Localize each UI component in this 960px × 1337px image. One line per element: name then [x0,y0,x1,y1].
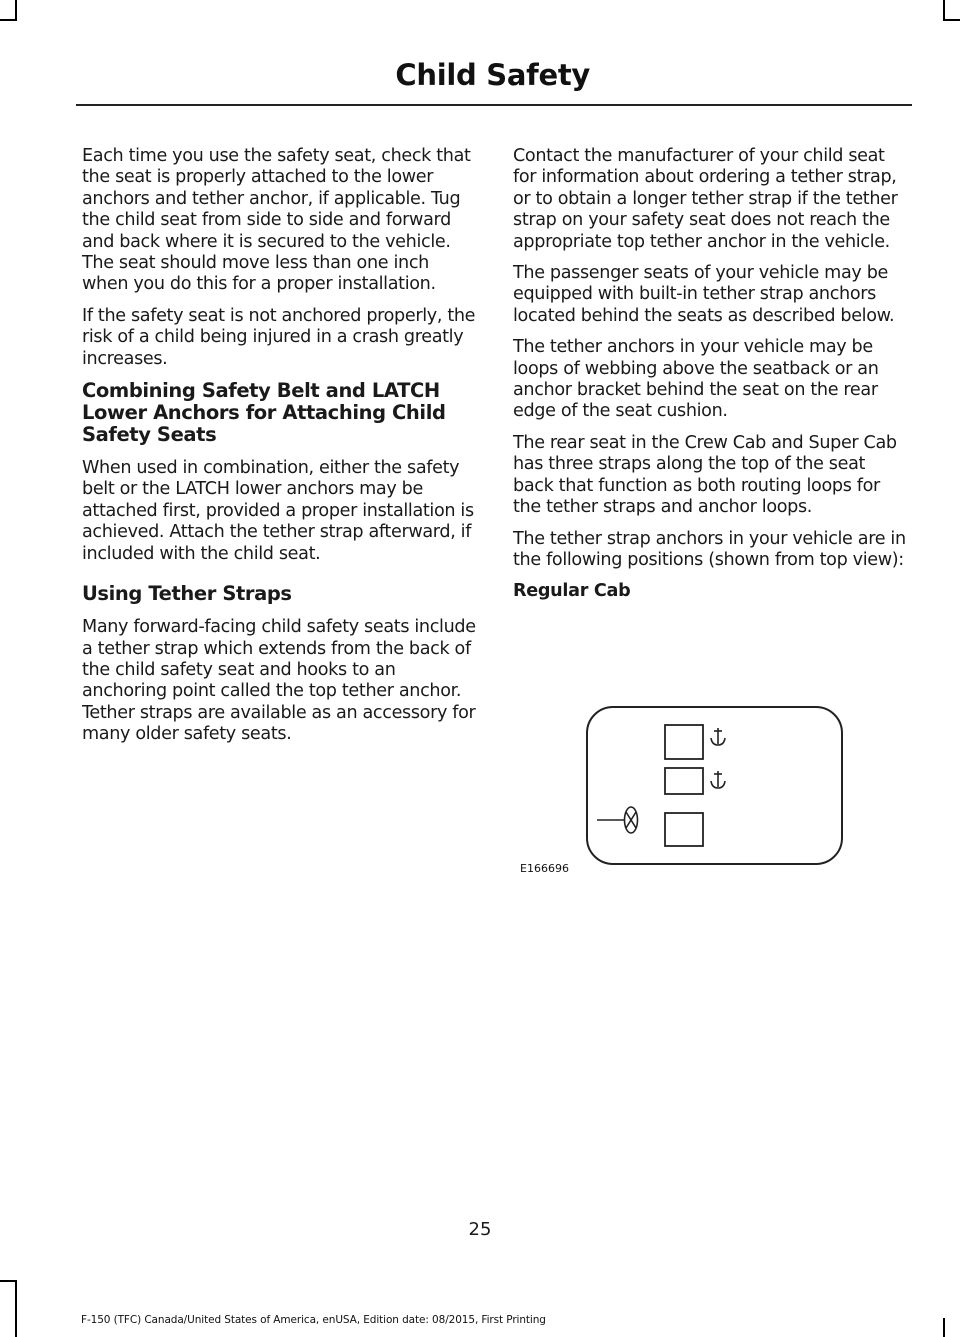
page-number: 25 [468,1219,492,1240]
crop-mark [943,19,960,21]
paragraph: The tether anchors in your vehicle may be loops of webbing above the seatback or an anchor bracket behind the seat on the rear edge of the seat cushion. [513,337,879,422]
cab-top-view-svg [517,702,847,872]
left-column [82,146,478,756]
footer-text: F-150 (TFC) Canada/United States of America, enUSA, Edition date: 08/2015, First Printing [81,1314,546,1326]
crop-mark [15,1280,17,1337]
right-column [513,146,909,609]
regular-cab-diagram [517,702,847,882]
figure-code: E166696 [520,862,569,875]
paragraph: The passenger seats of your vehicle may be equipped with built-in tether strap anchors located behind the seats as described below. [513,263,895,326]
seat-box [665,725,703,759]
crop-mark [0,19,17,21]
paragraph: Many forward-facing child safety seats include a tether strap which extends from the back of the child safety seat and hooks to an anchoring point called the top tether anchor. Tether straps are available as an accessory for many older safety seats. [82,617,476,745]
seat-box [665,768,703,794]
header-divider [76,104,912,106]
crop-mark [943,1318,945,1337]
paragraph: Each time you use the safety seat, check that the seat is properly attached to the lower anchors and tether anchor, if applicable. Tug the child seat from side to side and forward and back where it is secured to the vehicle. The seat should move less than one inch when you do this for a proper installation. [82,146,471,295]
paragraph: Contact the manufacturer of your child seat for information about ordering a tether strap, or to obtain a longer tether strap if the tether strap on your safety seat does not reach the appropriate top tether anchor in the vehicle. [513,146,898,252]
subsection-heading: Regular Cab [513,581,631,602]
anchor-icon [711,728,725,745]
seat-box [665,813,703,846]
steering-wheel-icon [597,807,638,833]
section-heading: Combining Safety Belt and LATCH Lower Anchors for Attaching Child Safety Seats [82,379,446,447]
crop-mark [943,0,945,20]
section-heading: Using Tether Straps [82,582,292,606]
page-title: Child Safety [395,58,590,92]
paragraph: If the safety seat is not anchored properly, the risk of a child being injured in a crash greatly increases. [82,305,476,369]
paragraph: The tether strap anchors in your vehicle are in the following positions (shown from top view): [513,528,906,570]
anchor-icon [711,771,725,788]
crop-mark [15,0,17,20]
paragraph: The rear seat in the Crew Cab and Super Cab has three straps along the top of the seat back that function as both routing loops for the tether straps and anchor loops. [513,432,897,518]
crop-mark [0,1280,17,1282]
paragraph: When used in combination, either the safety belt or the LATCH lower anchors may be attached first, provided a proper installation is achieved. Attach the tether strap afterward, if included with the child seat. [82,458,474,564]
